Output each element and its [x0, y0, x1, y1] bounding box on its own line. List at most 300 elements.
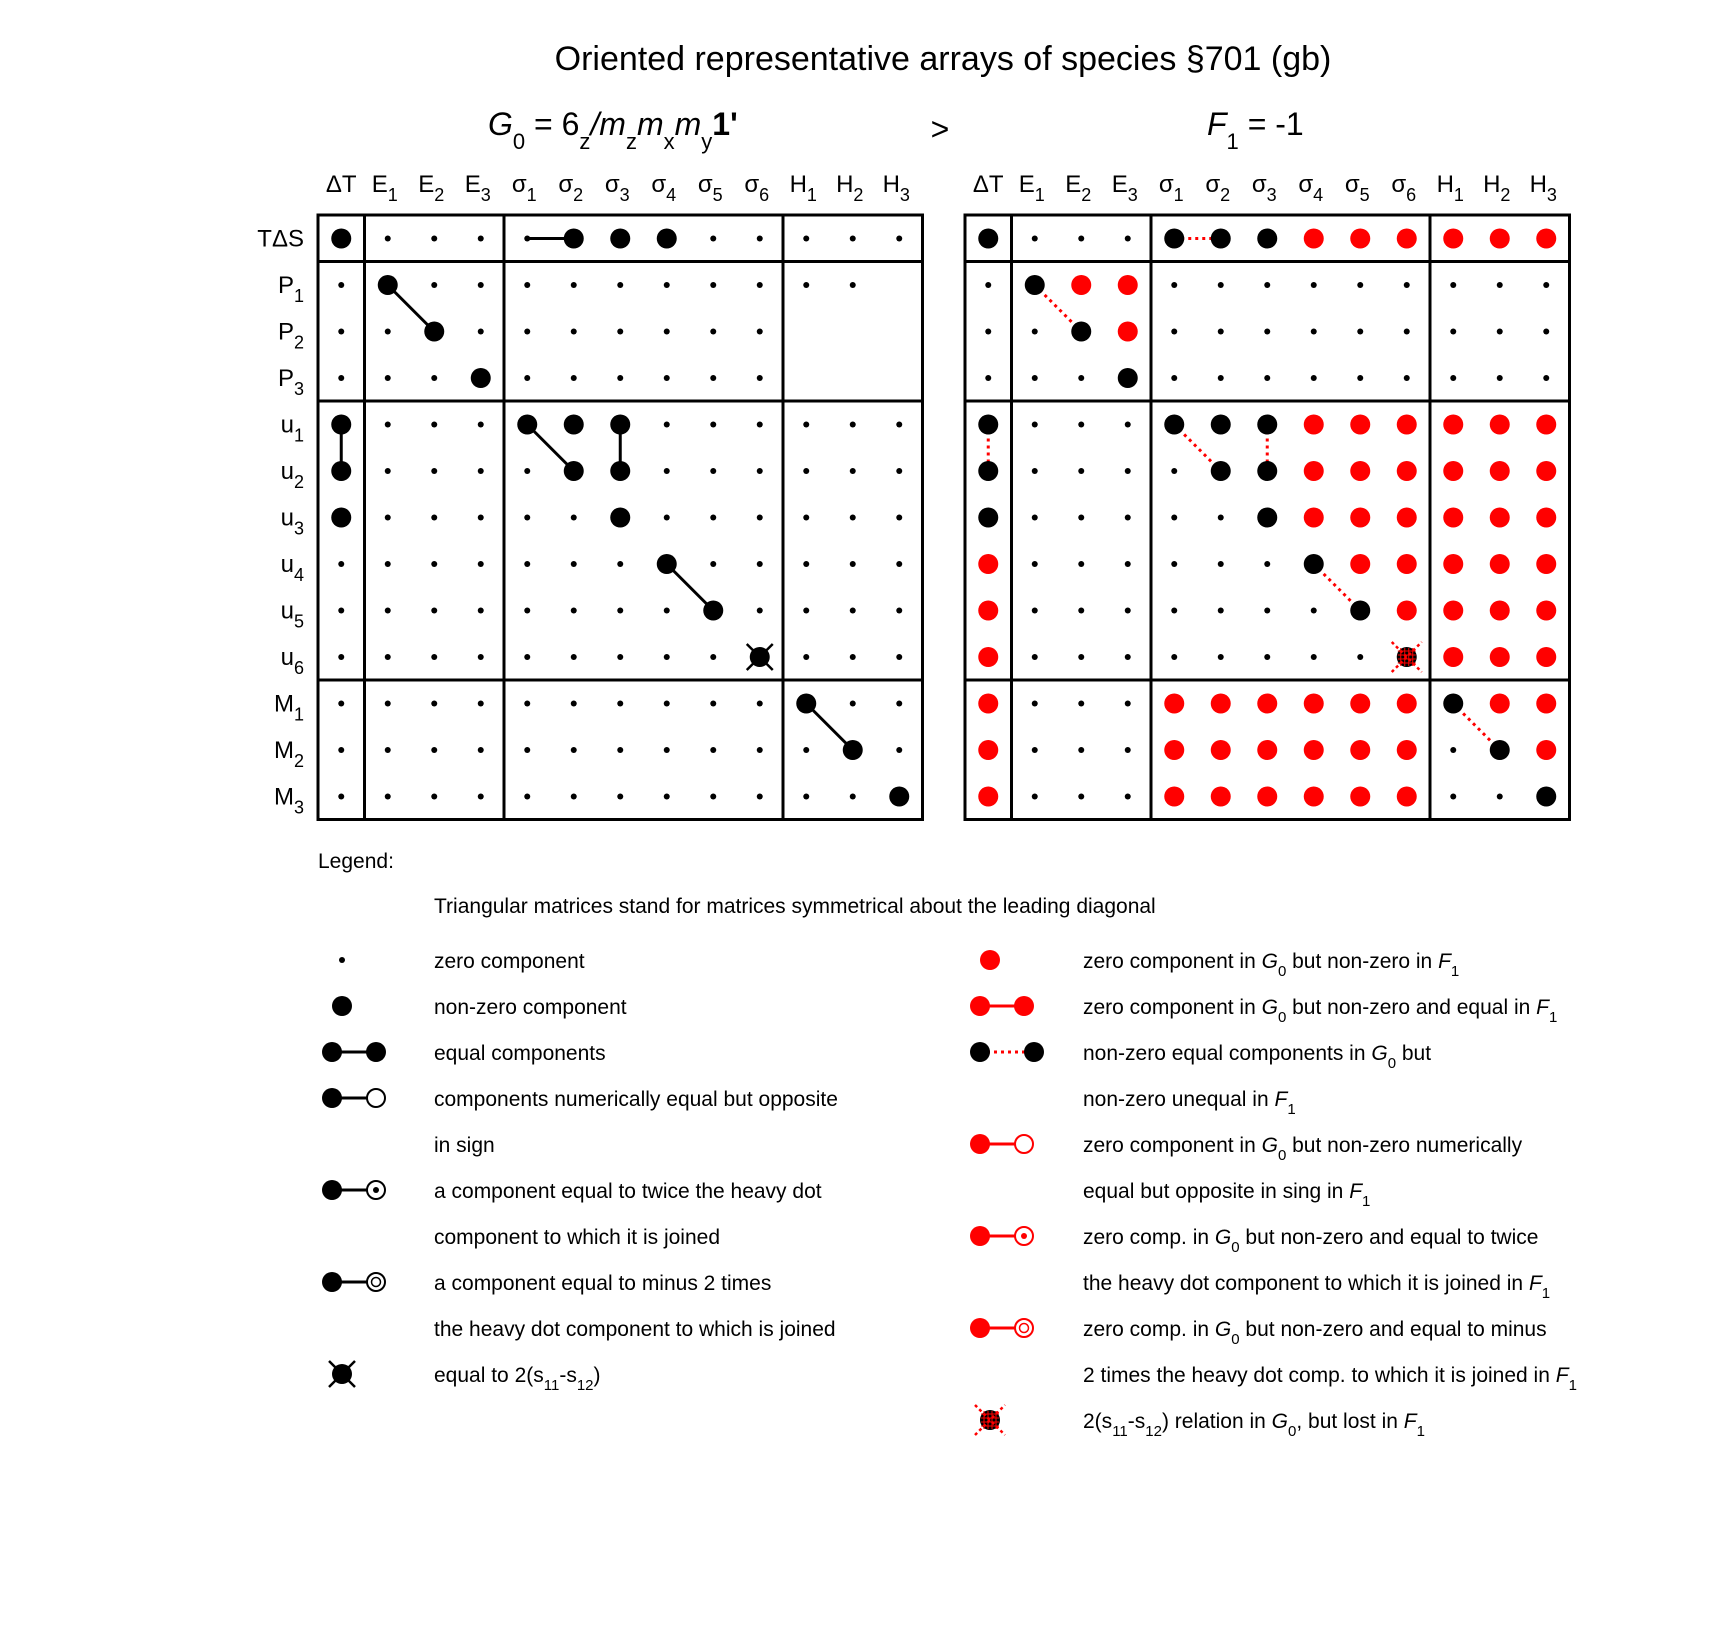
figure-title: Oriented representative arrays of species §701 (gb)	[554, 40, 1332, 78]
zero-component-dot	[571, 654, 577, 660]
zero-component-dot	[1171, 515, 1177, 521]
column-label-left-7: $\sigma_4$	[651, 171, 677, 205]
icon-dot	[970, 1226, 990, 1246]
zero-component-dot	[757, 747, 763, 753]
zero-in-g0-nonzero-in-f1-dot	[1490, 415, 1510, 435]
zero-component-dot	[571, 747, 577, 753]
zero-component-dot	[1311, 282, 1317, 288]
zero-component-dot	[338, 794, 344, 800]
legend-text: equal but opposite in sing in $F_1$	[1083, 1180, 1371, 1210]
nonzero-component-dot	[331, 229, 351, 249]
zero-component-dot	[757, 608, 763, 614]
zero-component-dot	[524, 608, 530, 614]
zero-component-dot	[1218, 654, 1224, 660]
zero-component-dot	[850, 422, 856, 428]
zero-in-g0-nonzero-in-f1-dot	[1304, 787, 1324, 807]
zero-component-dot	[710, 422, 716, 428]
row-label-8: $u_5$	[280, 597, 304, 632]
zero-component-dot	[1171, 608, 1177, 614]
zero-component-dot	[850, 236, 856, 242]
nonzero-component-dot	[378, 275, 398, 295]
zero-component-dot	[1311, 608, 1317, 614]
zero-component-dot	[850, 561, 856, 567]
legend-left-column	[322, 950, 838, 1394]
zero-in-g0-nonzero-in-f1-dot	[1164, 787, 1184, 807]
nonzero-component-dot	[1257, 508, 1277, 528]
nonzero-component-dot	[1164, 415, 1184, 435]
nonzero-component-dot	[1211, 415, 1231, 435]
legend-entry-right-3	[970, 1134, 1523, 1210]
zero-in-g0-nonzero-in-f1-dot	[1397, 508, 1417, 528]
zero-component-dot	[1171, 468, 1177, 474]
red-dot-icon	[980, 950, 1000, 970]
zero-in-g0-nonzero-in-f1-dot	[1490, 694, 1510, 714]
zero-component-dot	[1264, 375, 1270, 381]
zero-component-dot	[571, 515, 577, 521]
row-label-6: $u_3$	[280, 504, 304, 539]
zero-component-dot	[431, 654, 437, 660]
zero-in-g0-nonzero-in-f1-dot	[1350, 461, 1370, 481]
legend-text: components numerically equal but opposite	[434, 1088, 838, 1111]
zero-component-dot	[1032, 422, 1038, 428]
legend-heading: Legend:	[318, 850, 394, 873]
nonzero-component-dot	[1490, 740, 1510, 760]
zero-component-dot	[1218, 375, 1224, 381]
zero-component-dot	[896, 468, 902, 474]
zero-in-g0-nonzero-in-f1-dot	[1118, 322, 1138, 342]
zero-in-g0-nonzero-in-f1-dot	[1071, 275, 1091, 295]
zero-component-dot	[1032, 654, 1038, 660]
group-comparator: >	[930, 111, 950, 147]
legend-text: equal to $2(s_{11}-s_{12})$	[434, 1364, 601, 1394]
column-label-right-3: $E_3$	[1111, 171, 1138, 205]
zero-in-g0-nonzero-in-f1-dot	[1490, 601, 1510, 621]
legend-entry-right-5	[970, 1318, 1577, 1394]
zero-component-dot	[338, 282, 344, 288]
row-label-10: $M_1$	[273, 690, 304, 725]
zero-component-dot	[896, 515, 902, 521]
matrix-right	[965, 171, 1570, 820]
nonzero-component-dot	[610, 229, 630, 249]
nonzero-component-dot	[1257, 461, 1277, 481]
zero-component-dot	[478, 515, 484, 521]
heavy-dot-icon	[332, 996, 352, 1016]
zero-in-g0-nonzero-in-f1-dot	[1350, 554, 1370, 574]
zero-component-dot	[1497, 329, 1503, 335]
zero-component-dot	[664, 422, 670, 428]
zero-component-dot	[757, 561, 763, 567]
zero-component-dot	[803, 561, 809, 567]
zero-in-g0-nonzero-in-f1-dot	[978, 647, 998, 667]
row-label-12: $M_3$	[273, 783, 304, 818]
zero-component-dot	[524, 329, 530, 335]
zero-component-dot	[850, 608, 856, 614]
red-minus-two-link-icon	[970, 1318, 1033, 1338]
zero-in-g0-nonzero-in-f1-dot	[1350, 787, 1370, 807]
matrices	[257, 171, 1569, 820]
zero-component-dot	[1497, 794, 1503, 800]
zero-component-dot	[431, 375, 437, 381]
zero-component-dot	[850, 654, 856, 660]
zero-component-dot	[1357, 654, 1363, 660]
zero-component-dot	[524, 561, 530, 567]
zero-component-dot	[617, 561, 623, 567]
zero-in-g0-nonzero-in-f1-dot	[1536, 229, 1556, 249]
zero-in-g0-nonzero-in-f1-dot	[1211, 694, 1231, 714]
zero-component-dot	[338, 654, 344, 660]
zero-component-dot	[1125, 701, 1131, 707]
zero-in-g0-nonzero-in-f1-dot	[1397, 461, 1417, 481]
zero-component-dot	[803, 422, 809, 428]
small-dot-icon	[339, 957, 345, 963]
nonzero-component-dot	[1211, 461, 1231, 481]
zero-component-dot	[385, 329, 391, 335]
zero-component-dot	[524, 375, 530, 381]
column-label-left-6: $\sigma_3$	[604, 171, 630, 205]
zero-component-dot	[1032, 375, 1038, 381]
zero-component-dot	[1032, 608, 1038, 614]
zero-in-g0-nonzero-in-f1-dot	[1443, 554, 1463, 574]
nonzero-component-dot	[843, 740, 863, 760]
zero-component-dot	[385, 747, 391, 753]
zero-component-dot	[1450, 375, 1456, 381]
zero-component-dot	[664, 282, 670, 288]
zero-component-dot	[431, 282, 437, 288]
zero-in-g0-nonzero-in-f1-dot	[1350, 694, 1370, 714]
zero-component-dot	[803, 608, 809, 614]
icon-dot	[322, 1088, 342, 1108]
zero-component-dot	[710, 468, 716, 474]
zero-component-dot	[757, 329, 763, 335]
zero-component-dot	[524, 654, 530, 660]
zero-component-dot	[524, 515, 530, 521]
zero-component-dot	[1171, 654, 1177, 660]
zero-component-dot	[803, 747, 809, 753]
zero-component-dot	[664, 515, 670, 521]
column-label-left-8: $\sigma_5$	[697, 171, 723, 205]
zero-component-dot	[803, 794, 809, 800]
zero-component-dot	[431, 747, 437, 753]
zero-component-dot	[850, 282, 856, 288]
zero-component-dot	[1264, 329, 1270, 335]
legend-note: Triangular matrices stand for matrices symmetrical about the leading diagonal	[434, 895, 1156, 918]
zero-component-dot	[757, 236, 763, 242]
zero-in-g0-nonzero-in-f1-dot	[1536, 694, 1556, 714]
zero-component-dot	[1543, 329, 1549, 335]
zero-component-dot	[896, 561, 902, 567]
nonzero-component-dot	[1304, 554, 1324, 574]
nonzero-component-dot	[889, 787, 909, 807]
zero-component-dot	[1218, 515, 1224, 521]
nonzero-component-dot	[1071, 322, 1091, 342]
zero-in-g0-nonzero-in-f1-dot	[1443, 508, 1463, 528]
zero-component-dot	[1125, 515, 1131, 521]
zero-component-dot	[524, 794, 530, 800]
zero-in-g0-nonzero-in-f1-dot	[1490, 508, 1510, 528]
icon-ring	[367, 1273, 385, 1291]
legend-text: component to which it is joined	[434, 1226, 720, 1249]
icon-dot	[970, 1318, 990, 1338]
legend-entry-right-1	[970, 996, 1557, 1026]
nonzero-component-dot	[471, 368, 491, 388]
zero-component-dot	[571, 608, 577, 614]
icon-dot	[1014, 996, 1034, 1016]
zero-component-dot	[664, 608, 670, 614]
nonzero-component-dot	[610, 508, 630, 528]
zero-component-dot	[1264, 282, 1270, 288]
row-label-9: $u_6$	[280, 644, 304, 678]
zero-in-g0-nonzero-in-f1-dot	[1397, 787, 1417, 807]
zero-component-dot	[524, 468, 530, 474]
zero-component-dot	[431, 422, 437, 428]
zero-component-dot	[896, 747, 902, 753]
nonzero-component-dot	[424, 322, 444, 342]
nonzero-component-dot	[1257, 229, 1277, 249]
zero-component-dot	[757, 422, 763, 428]
red-twice-link-icon	[970, 1226, 1033, 1246]
zero-component-dot	[385, 794, 391, 800]
row-label-4: $u_1$	[280, 411, 304, 446]
nonzero-component-dot	[331, 461, 351, 481]
legend-text: non-zero equal components in $G_0$ but	[1083, 1042, 1432, 1072]
nonzero-component-dot	[978, 229, 998, 249]
zero-component-dot	[1218, 561, 1224, 567]
zero-component-dot	[1404, 329, 1410, 335]
legend-text: $2(s_{11}-s_{12})$ relation in $G_0$, but lost in $F_1$	[1083, 1410, 1425, 1440]
zero-in-g0-nonzero-in-f1-dot	[1397, 229, 1417, 249]
zero-component-dot	[1264, 654, 1270, 660]
zero-component-dot	[985, 329, 991, 335]
zero-in-g0-nonzero-in-f1-dot	[1536, 415, 1556, 435]
zero-component-dot	[478, 282, 484, 288]
icon-dot	[332, 996, 352, 1016]
row-label-11: $M_2$	[273, 737, 304, 771]
icon-dot	[322, 1272, 342, 1292]
nonzero-component-dot	[978, 415, 998, 435]
relation-cross-dot	[747, 644, 773, 670]
zero-component-dot	[1264, 608, 1270, 614]
icon-dot	[366, 1042, 386, 1062]
icon-ring	[1015, 1319, 1033, 1337]
legend-text: zero component	[434, 950, 585, 973]
zero-component-dot	[1450, 329, 1456, 335]
zero-component-dot	[757, 515, 763, 521]
zero-component-dot	[757, 282, 763, 288]
zero-component-dot	[1218, 282, 1224, 288]
zero-component-dot	[710, 701, 716, 707]
zero-in-g0-nonzero-in-f1-dot	[1397, 554, 1417, 574]
twice-link-icon	[322, 1180, 385, 1200]
zero-component-dot	[571, 794, 577, 800]
zero-component-dot	[664, 468, 670, 474]
zero-component-dot	[338, 329, 344, 335]
zero-component-dot	[478, 701, 484, 707]
zero-component-dot	[1032, 329, 1038, 335]
zero-component-dot	[710, 236, 716, 242]
nonzero-component-dot	[978, 461, 998, 481]
zero-component-dot	[664, 329, 670, 335]
legend-right-column	[970, 950, 1577, 1440]
column-label-right-10: $H_1$	[1436, 171, 1464, 205]
legend-text: the heavy dot component to which it is joined in $F_1$	[1083, 1272, 1551, 1302]
zero-component-dot	[896, 422, 902, 428]
zero-component-dot	[1078, 608, 1084, 614]
column-label-left-10: $H_1$	[789, 171, 817, 205]
zero-in-g0-nonzero-in-f1-dot	[1536, 554, 1556, 574]
zero-component-dot	[664, 794, 670, 800]
column-label-left-2: $E_2$	[418, 171, 445, 205]
zero-component-dot	[1125, 747, 1131, 753]
zero-in-g0-nonzero-in-f1-dot	[1536, 601, 1556, 621]
zero-component-dot	[850, 794, 856, 800]
zero-in-g0-nonzero-in-f1-dot	[1164, 694, 1184, 714]
zero-in-g0-nonzero-in-f1-dot	[978, 694, 998, 714]
legend-entry-left-1	[332, 996, 627, 1019]
zero-component-dot	[1450, 282, 1456, 288]
zero-component-dot	[617, 608, 623, 614]
zero-component-dot	[478, 422, 484, 428]
zero-component-dot	[664, 654, 670, 660]
equal-link-icon	[322, 1042, 386, 1062]
zero-component-dot	[1497, 375, 1503, 381]
row-label-0: TΔS	[257, 225, 304, 253]
zero-in-g0-nonzero-in-f1-dot	[1397, 601, 1417, 621]
zero-component-dot	[1171, 375, 1177, 381]
column-label-right-9: $\sigma_6$	[1391, 171, 1417, 205]
cross-dot-icon	[329, 1361, 355, 1387]
zero-component-dot	[524, 701, 530, 707]
legend-text: a component equal to twice the heavy dot	[434, 1180, 822, 1203]
zero-in-g0-nonzero-in-f1-dot	[1350, 740, 1370, 760]
zero-component-dot	[1357, 329, 1363, 335]
zero-component-dot	[1497, 282, 1503, 288]
zero-component-dot	[1404, 282, 1410, 288]
zero-component-dot	[338, 747, 344, 753]
nonzero-component-dot	[657, 229, 677, 249]
zero-component-dot	[571, 561, 577, 567]
zero-component-dot	[617, 701, 623, 707]
zero-in-g0-nonzero-in-f1-dot	[1164, 740, 1184, 760]
icon-dot	[970, 1042, 990, 1062]
nonzero-component-dot	[703, 601, 723, 621]
zero-component-dot	[1450, 794, 1456, 800]
column-label-left-4: $\sigma_1$	[511, 171, 537, 205]
zero-in-g0-nonzero-in-f1-dot	[1118, 275, 1138, 295]
zero-component-dot	[385, 515, 391, 521]
zero-component-dot	[985, 375, 991, 381]
legend-text: non-zero component	[434, 996, 627, 1019]
nonzero-component-dot	[1443, 694, 1463, 714]
zero-component-dot	[757, 375, 763, 381]
zero-in-g0-nonzero-in-f1-dot	[1536, 647, 1556, 667]
zero-component-dot	[478, 329, 484, 335]
zero-component-dot	[524, 747, 530, 753]
zero-component-dot	[617, 282, 623, 288]
legend-text: non-zero unequal in $F_1$	[1083, 1088, 1296, 1118]
zero-component-dot	[571, 375, 577, 381]
row-label-2: $P_2$	[277, 318, 304, 353]
nonzero-component-dot	[610, 461, 630, 481]
zero-component-dot	[431, 701, 437, 707]
legend-entry-left-0	[339, 950, 585, 973]
zero-in-g0-nonzero-in-f1-dot	[1304, 694, 1324, 714]
zero-in-g0-nonzero-in-f1-dot	[1257, 694, 1277, 714]
lost-cross-dot-icon	[975, 1405, 1005, 1435]
column-label-left-5: $\sigma_2$	[558, 171, 584, 205]
group-left-label: $G_0 = 6_z/m_zm_xm_y1'$	[488, 106, 738, 154]
zero-component-dot	[803, 515, 809, 521]
zero-in-g0-nonzero-in-f1-dot	[1350, 508, 1370, 528]
zero-in-g0-nonzero-in-f1-dot	[1490, 229, 1510, 249]
zero-component-dot	[1543, 375, 1549, 381]
nonzero-component-dot	[564, 229, 584, 249]
zero-component-dot	[850, 515, 856, 521]
legend-text: zero comp. in $G_0$ but non-zero and equal to twice	[1083, 1226, 1539, 1256]
icon-dot	[970, 996, 990, 1016]
nonzero-component-dot	[978, 508, 998, 528]
column-label-left-1: $E_1$	[371, 171, 398, 205]
zero-component-dot	[896, 236, 902, 242]
zero-component-dot	[1450, 747, 1456, 753]
zero-in-g0-nonzero-in-f1-dot	[1490, 647, 1510, 667]
icon-dot	[980, 950, 1000, 970]
zero-component-dot	[1078, 375, 1084, 381]
zero-component-dot	[1032, 468, 1038, 474]
legend-text: zero comp. in $G_0$ but non-zero and equal to minus	[1083, 1318, 1547, 1348]
zero-component-dot	[385, 375, 391, 381]
legend-entry-right-4	[970, 1226, 1550, 1302]
zero-component-dot	[1264, 561, 1270, 567]
zero-component-dot	[431, 468, 437, 474]
column-label-right-5: $\sigma_2$	[1205, 171, 1231, 205]
zero-component-dot	[757, 794, 763, 800]
nonzero-component-dot	[517, 415, 537, 435]
nonzero-component-dot	[1536, 787, 1556, 807]
zero-component-dot	[1125, 561, 1131, 567]
zero-in-g0-nonzero-in-f1-dot	[1257, 740, 1277, 760]
zero-component-dot	[385, 654, 391, 660]
zero-component-dot	[757, 701, 763, 707]
zero-component-dot	[385, 608, 391, 614]
icon-dot	[322, 1180, 342, 1200]
zero-in-g0-nonzero-in-f1-dot	[1443, 601, 1463, 621]
zero-in-g0-nonzero-in-f1-dot	[1490, 554, 1510, 574]
zero-component-dot	[478, 468, 484, 474]
icon-center	[1021, 1233, 1027, 1239]
nonzero-component-dot	[331, 415, 351, 435]
zero-component-dot	[1171, 561, 1177, 567]
legend-entry-right-2	[970, 1042, 1431, 1118]
zero-component-dot	[617, 794, 623, 800]
zero-component-dot	[710, 375, 716, 381]
zero-component-dot	[1125, 468, 1131, 474]
zero-component-dot	[803, 468, 809, 474]
zero-component-dot	[710, 794, 716, 800]
zero-component-dot	[385, 236, 391, 242]
legend-text: 2 times the heavy dot comp. to which it is joined in $F_1$	[1083, 1364, 1577, 1394]
zero-component-dot	[617, 747, 623, 753]
zero-component-dot	[1032, 515, 1038, 521]
zero-component-dot	[803, 236, 809, 242]
zero-component-dot	[1125, 654, 1131, 660]
zero-in-g0-nonzero-in-f1-dot	[1211, 740, 1231, 760]
zero-component-dot	[710, 329, 716, 335]
zero-component-dot	[803, 654, 809, 660]
zero-component-dot	[1032, 701, 1038, 707]
zero-component-dot	[571, 329, 577, 335]
zero-in-g0-nonzero-in-f1-dot	[1304, 229, 1324, 249]
legend-entry-right-6	[975, 1405, 1425, 1440]
